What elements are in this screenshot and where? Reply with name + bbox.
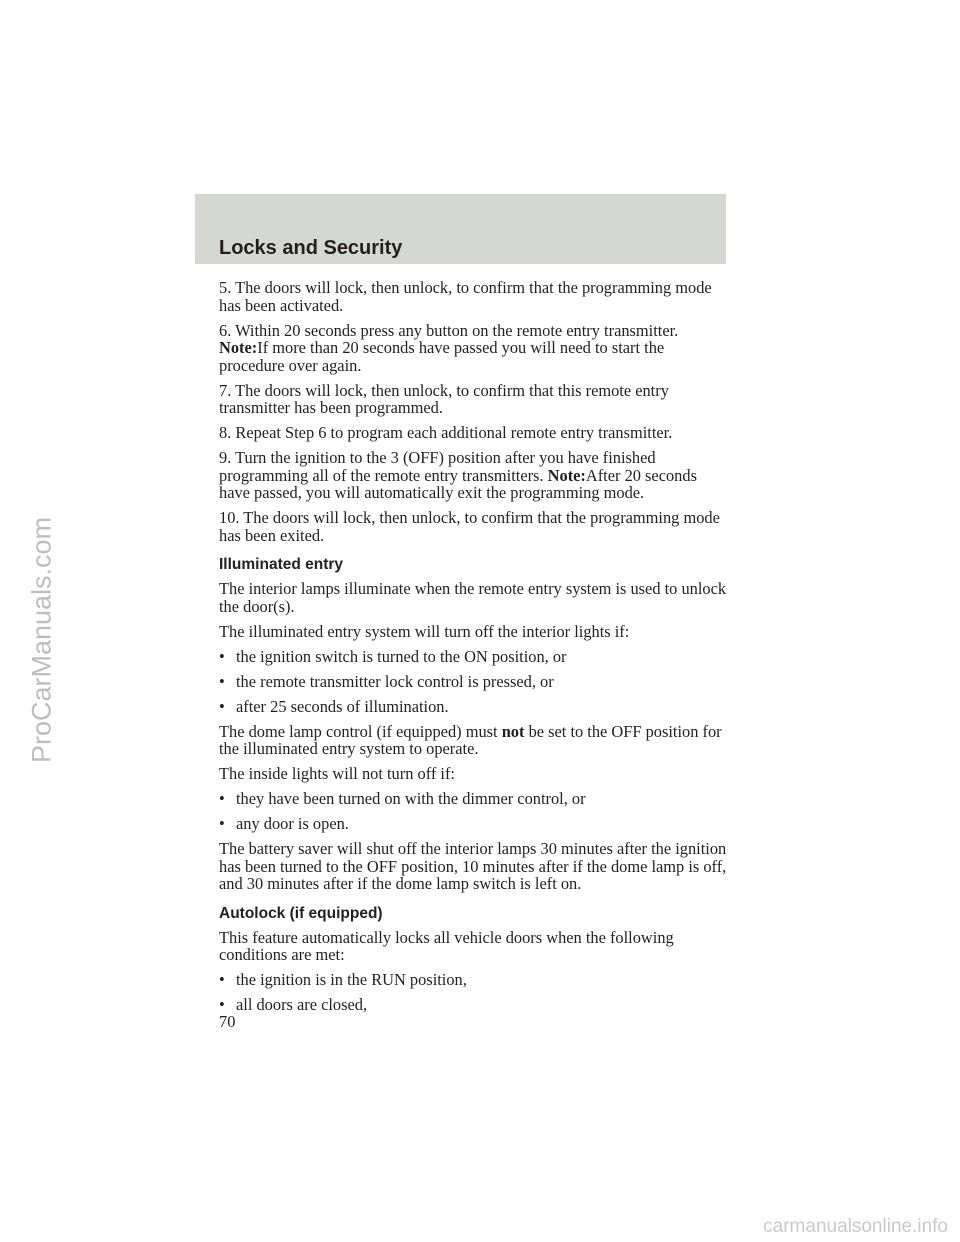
- paragraph-turn-off-conditions: The illuminated entry system will turn off the interior lights if:: [219, 621, 630, 641]
- paragraph-step-8: 8. Repeat Step 6 to program each additional remote entry transmitter.: [219, 423, 673, 442]
- list-item-text: after 25 seconds of illumination.: [236, 696, 449, 716]
- list-item-text: all doors are closed,: [236, 995, 368, 1014]
- section-title: Locks and Security: [219, 237, 403, 259]
- list-item-text: the remote transmitter lock control is pressed, or: [236, 671, 554, 691]
- paragraph-illuminated-intro: The interior lamps illuminate when the remote entry system is used to unlock the door(s).: [219, 579, 727, 616]
- list-item: [219, 790, 729, 808]
- list-item-text: any door is open.: [236, 814, 349, 833]
- side-watermark-text: ProCarManuals.com: [26, 516, 57, 764]
- note-label: Note:: [547, 465, 586, 485]
- page-content: [219, 279, 729, 1021]
- side-watermark: [24, 510, 60, 770]
- paragraph-lights-stay-on: The inside lights will not turn off if:: [219, 764, 455, 783]
- list-item: [219, 698, 729, 716]
- paragraph-battery-saver: The battery saver will shut off the interior lamps 30 minutes after the ignition has been turned to the OFF position, 10 minutes after if the dome lamp is off, and 30 minutes after if the dome lamp switch is left on.: [219, 839, 727, 893]
- list-item-text: they have been turned on with the dimmer control, or: [236, 789, 586, 808]
- bullet-icon: •: [219, 995, 225, 1014]
- list-item-text: the ignition is in the RUN position,: [236, 970, 467, 989]
- bullet-list-stay-on: [219, 790, 729, 833]
- list-item: [219, 971, 729, 989]
- paragraph-autolock-intro: This feature automatically locks all vehicle doors when the following conditions are met:: [219, 927, 674, 964]
- step-9-text: 9. Turn the ignition to the 3 (OFF) position after you have finished programming all of the remote entry transmitters.: [219, 448, 656, 485]
- bullet-icon: •: [219, 646, 225, 666]
- paragraph-dome-lamp: [219, 723, 729, 758]
- paragraph-step-7: 7. The doors will lock, then unlock, to confirm that this remote entry transmitter has been programmed.: [219, 380, 669, 417]
- dome-lamp-emphasis: not: [501, 721, 525, 741]
- list-item: [219, 673, 729, 691]
- bullet-icon: •: [219, 671, 225, 691]
- paragraph-step-5: 5. The doors will lock, then unlock, to confirm that the programming mode has been activated.: [219, 278, 712, 315]
- note-label: Note:: [219, 338, 258, 357]
- bullet-list-turn-off: [219, 648, 729, 716]
- paragraph-step-6: [219, 322, 729, 375]
- list-item-text: the ignition switch is turned to the ON position, or: [236, 646, 567, 666]
- list-item: [219, 996, 729, 1014]
- list-item: [219, 648, 729, 666]
- list-item: [219, 815, 729, 833]
- paragraph-step-9: [219, 449, 729, 502]
- bullet-icon: •: [219, 970, 225, 989]
- bottom-watermark: carmanualsonline.info: [763, 1216, 948, 1237]
- heading-autolock: Autolock (if equipped): [219, 904, 383, 922]
- page-number: 70: [219, 1012, 236, 1031]
- bullet-icon: •: [219, 789, 225, 808]
- step-6-note: If more than 20 seconds have passed you will need to start the procedure over again.: [219, 338, 665, 375]
- paragraph-step-10: 10. The doors will lock, then unlock, to confirm that the programming mode has been exited.: [219, 508, 720, 545]
- dome-lamp-text-post: be set to the OFF position for the illuminated entry system to operate.: [219, 721, 722, 758]
- bullet-icon: •: [219, 814, 225, 833]
- step-6-text: 6. Within 20 seconds press any button on the remote entry transmitter.: [219, 320, 679, 340]
- step-9-note: After 20 seconds have passed, you will automatically exit the programming mode.: [219, 465, 697, 502]
- heading-illuminated-entry: Illuminated entry: [219, 556, 344, 573]
- bullet-icon: •: [219, 696, 225, 716]
- bullet-list-autolock: [219, 971, 729, 1014]
- dome-lamp-text-pre: The dome lamp control (if equipped) must: [219, 721, 498, 741]
